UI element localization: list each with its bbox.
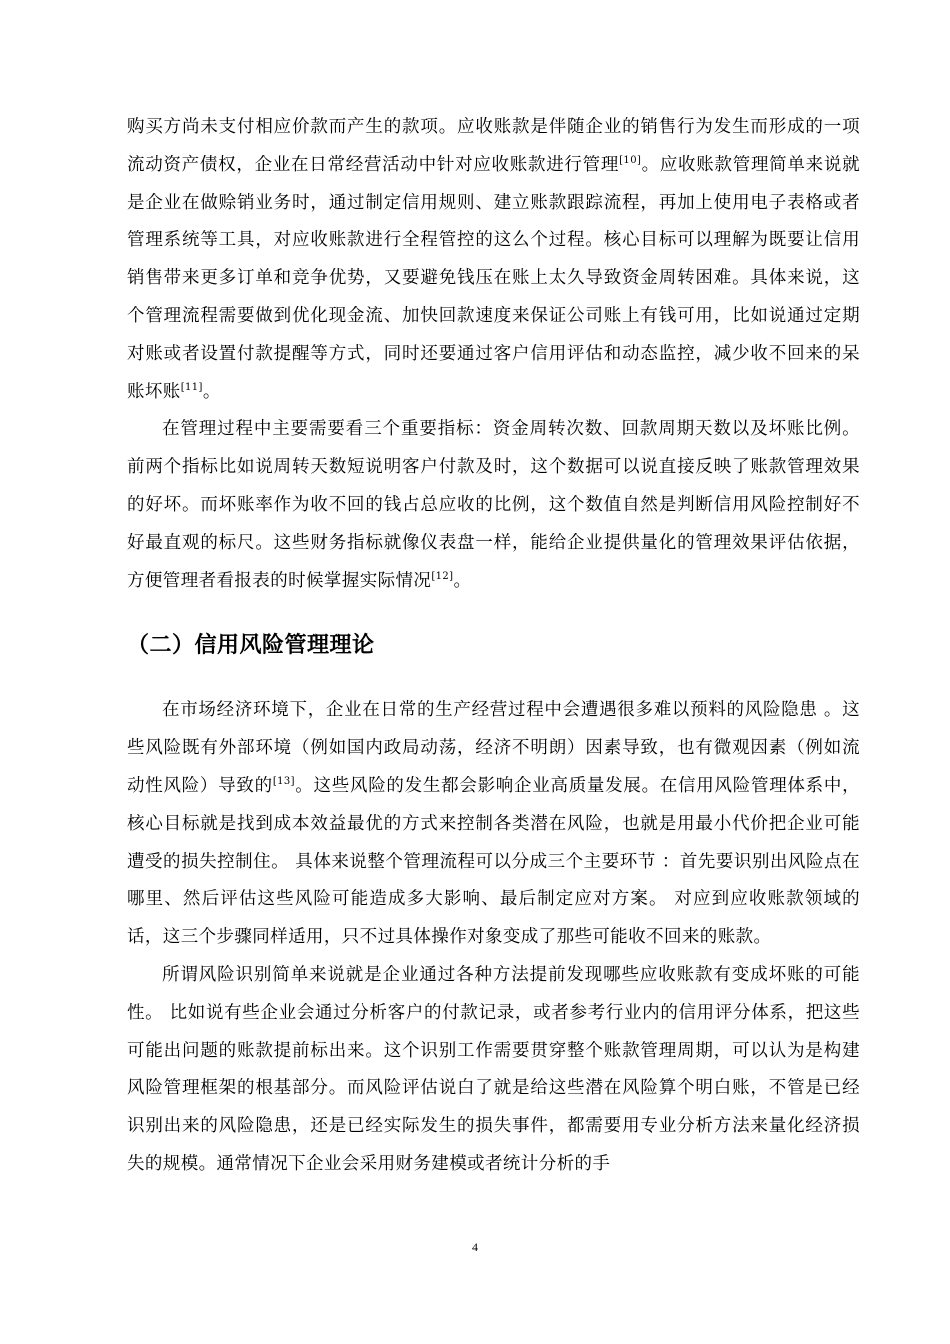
paragraph-market-risk bbox=[127, 692, 860, 957]
text-segment: 。应收账款管理简单来说就是企业在做赊销业务时，通过制定信用规则、建立账款跟踪流程，再加上使用电子表格或者管理系统等工具，对应收账款进行全程管控的这么个过程。核心目标可以理解为既要让信用销售带来更多订单和竞争优势，又要避免钱压在账上太久导致资金周转困难。具体来说，这个管理流程需要做到优化现金流、加快回款速度来保证公司账上有钱可用，比如说通过定期对账或者设置付款提醒等方式，同时还要通过客户信用评估和动态监控，减少收不回来的呆账坏账 bbox=[127, 154, 860, 402]
paragraph-key-indicators bbox=[127, 411, 860, 600]
citation-10: [10] bbox=[619, 154, 642, 166]
page-number: 4 bbox=[472, 1240, 478, 1254]
text-segment: 购买方尚未支付相应价款而产生的款项。应收账款是伴随企业的销售行为发生而形成的一项流动资产债权，企业在日常经营活动中针对应收账款进行管理 bbox=[127, 117, 860, 175]
text-segment: 。 bbox=[453, 570, 472, 591]
text-segment: 。 bbox=[202, 381, 221, 402]
section-heading: （二）信用风险管理理论 bbox=[127, 633, 375, 659]
text-segment: 在市场经济环境下，企业在日常的生产经营过程中会遭遇很多难以预料的风险隐患 。这些风险既有外部环境（例如国内政局动荡，经济不明朗）因素导致，也有微观因素（例如流动性风险）导致的 bbox=[127, 700, 860, 796]
citation-11: [11] bbox=[180, 381, 203, 393]
paragraph-receivables-definition bbox=[127, 109, 860, 411]
paragraph-risk-identification: 所谓风险识别简单来说就是企业通过各种方法提前发现哪些应收账款有变成坏账的可能性。 比如说有些企业会通过分析客户的付款记录，或者参考行业内的信用评分体系，把这些可能出问题的账款提前标出来。这个识别工作需要贯穿整个账款管理周期，可以认为是构建风险管理框架的根基部分。而风险评估说白了就是给这些潜在风险算个明白账，不管是已经识别出来的风险隐患，还是已经实际发生的损失事件，都需要用专业分析方法来量化经济损失的规模。通常情况下企业会采用财务建模或者统计分析的手 bbox=[127, 964, 860, 1174]
citation-12: [12] bbox=[431, 570, 454, 582]
text-segment: 在管理过程中主要需要看三个重要指标：资金周转次数、回款周期天数以及坏账比例。前两个指标比如说周转天数短说明客户付款及时，这个数据可以说直接反映了账款管理效果的好坏。而坏账率作为收不回的钱占总应收的比例，这个数值自然是判断信用风险控制好不好最直观的标尺。这些财务指标就像仪表盘一样，能给企业提供量化的管理效果评估依据，方便管理者看报表的时候掌握实际情况 bbox=[127, 419, 860, 591]
page-body bbox=[127, 109, 860, 1184]
text-segment: 。这些风险的发生都会影响企业高质量发展。在信用风险管理体系中，核心目标就是找到成本效益最优的方式来控制各类潜在风险，也就是用最小代价把企业可能遭受的损失控制住。 具体来说整个管理流程可以分成三个主要环节 ：首先要识别出风险点在哪里、然后评估这些风险可能造成多大影响、最后制定应对方案。 对应到应收账款领域的话，这三个步骤同样适用，只不过具体操作对象变成了那些可能收不回来的账款。 bbox=[127, 775, 861, 948]
citation-13: [13] bbox=[272, 775, 295, 787]
